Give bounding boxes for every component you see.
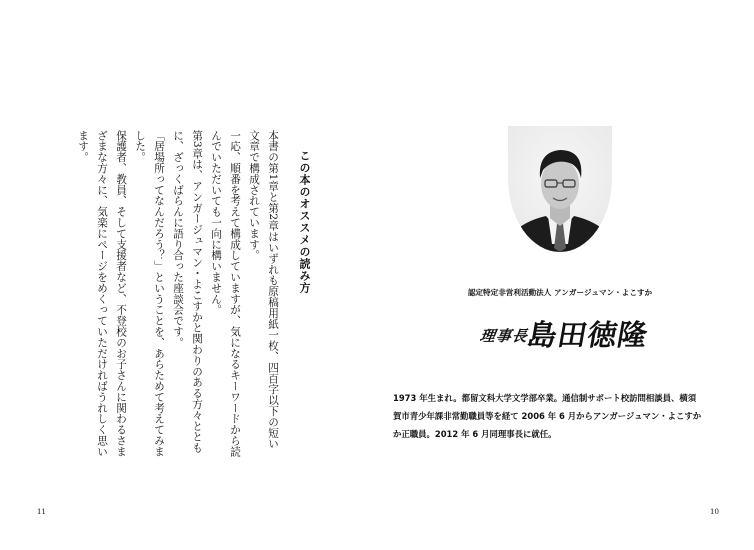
- person-photo-icon: [508, 126, 612, 252]
- paragraph-5: 保護者、教員、そして支援者など、不登校のお子さんに関わるさまざまな方々に、気楽にページをめくっていただければうれしく思います。: [77, 130, 127, 457]
- organization-name: 認定特定非営利活動法人 アンガージュマン・よこすか: [467, 288, 653, 297]
- body-text: [70, 130, 282, 460]
- paragraph-1: 本書の第1章と第2章はいずれも原稿用紙一枚、四百字以下の短い文章で構成されています。: [248, 130, 279, 450]
- bio-line-1: 1973 年生まれ。都留文科大学文学部卒業。通信制サポート校訪問相談員、横須: [393, 393, 697, 403]
- page-number-right: 10: [710, 508, 719, 516]
- signature-role: 理事長: [478, 327, 530, 345]
- bio-line-3: か正職員。2012 年 6 月同理事長に就任。: [393, 429, 557, 439]
- page-number-left: 11: [37, 508, 46, 516]
- bio-line-2: 賀市青少年課非常勤職員等を経て 2006 年 6 月からアンガージュマン・よこすか: [393, 411, 702, 421]
- signature-name: 島田徳隆: [524, 318, 651, 352]
- paragraph-3: 第3章は、アンガージュマン・よこすかと関わりのある方々とともに、ざっくばらんに語り合った座談会です。: [172, 130, 203, 454]
- author-portrait: [508, 126, 612, 252]
- paragraph-4: 「居場所ってなんだろう？」ということを、あらためて考えてみました。: [134, 130, 165, 457]
- section-title: この本のオススメの読み方: [298, 150, 311, 294]
- paragraph-2: 一応、順番を考えて構成していますが、気になるキーワードから読んでいただいても一向に構いません。: [210, 130, 241, 457]
- author-bio: [393, 389, 729, 443]
